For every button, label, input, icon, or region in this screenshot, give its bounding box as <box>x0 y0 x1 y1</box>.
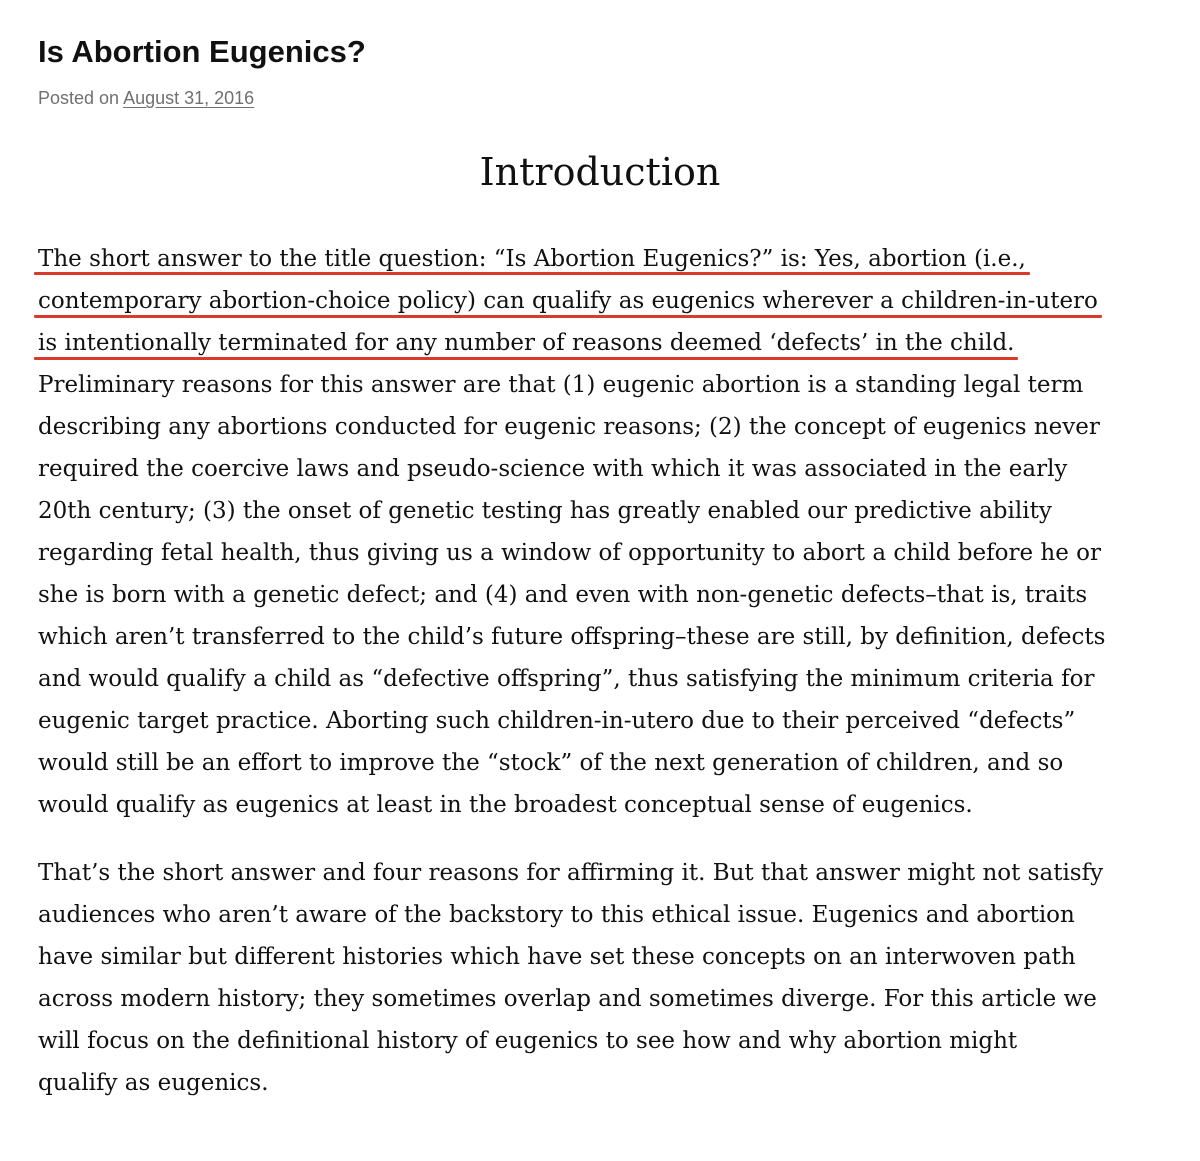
body-line: and would qualify a child as “defective offspring”, thus satisfying the minimum criteria for <box>38 666 1095 692</box>
body-line: describing any abortions conducted for eugenic reasons; (2) the concept of eugenics never <box>38 414 1100 440</box>
highlight-underline <box>34 357 1018 360</box>
body-line: will focus on the definitional history of eugenics to see how and why abortion might <box>38 1028 1018 1054</box>
body-line: 20th century; (3) the onset of genetic testing has greatly enabled our predictive ability <box>38 498 1052 524</box>
post-title: Is Abortion Eugenics? <box>38 34 366 69</box>
body-line: Preliminary reasons for this answer are that (1) eugenic abortion is a standing legal term <box>38 372 1084 398</box>
posted-on-label: Posted on <box>38 88 124 108</box>
section-heading: Introduction <box>479 150 721 194</box>
body-line: eugenic target practice. Aborting such children-in-utero due to their perceived “defects” <box>38 708 1076 734</box>
post-meta <box>38 86 254 110</box>
highlight-underline <box>34 272 1030 275</box>
body-line: audiences who aren’t aware of the backstory to this ethical issue. Eugenics and abortion <box>38 902 1075 928</box>
body-line: would qualify as eugenics at least in the broadest conceptual sense of eugenics. <box>38 792 973 818</box>
body-line: qualify as eugenics. <box>38 1070 269 1096</box>
body-line: across modern history; they sometimes overlap and sometimes diverge. For this article we <box>38 986 1097 1012</box>
body-line: required the coercive laws and pseudo-science with which it was associated in the early <box>38 456 1068 482</box>
body-line: regarding fetal health, thus giving us a window of opportunity to abort a child before he or <box>38 540 1101 566</box>
body-line: have similar but different histories which have set these concepts on an interwoven path <box>38 944 1076 970</box>
body-line: That’s the short answer and four reasons for affirming it. But that answer might not satisfy <box>38 860 1104 886</box>
body-line: would still be an effort to improve the “stock” of the next generation of children, and so <box>38 750 1064 776</box>
highlighted-line: The short answer to the title question: “Is Abortion Eugenics?” is: Yes, abortion (i.e., <box>38 246 1026 272</box>
highlight-underline <box>34 315 1102 318</box>
highlighted-line: contemporary abortion-choice policy) can qualify as eugenics wherever a children-in-utero <box>38 288 1098 314</box>
body-line: which aren’t transferred to the child’s future offspring–these are still, by definition, defects <box>38 624 1106 650</box>
highlighted-line: is intentionally terminated for any number of reasons deemed ‘defects’ in the child. <box>38 330 1015 356</box>
post-date-link[interactable]: August 31, 2016 <box>123 88 255 108</box>
body-line: she is born with a genetic defect; and (4) and even with non-genetic defects–that is, traits <box>38 582 1088 608</box>
